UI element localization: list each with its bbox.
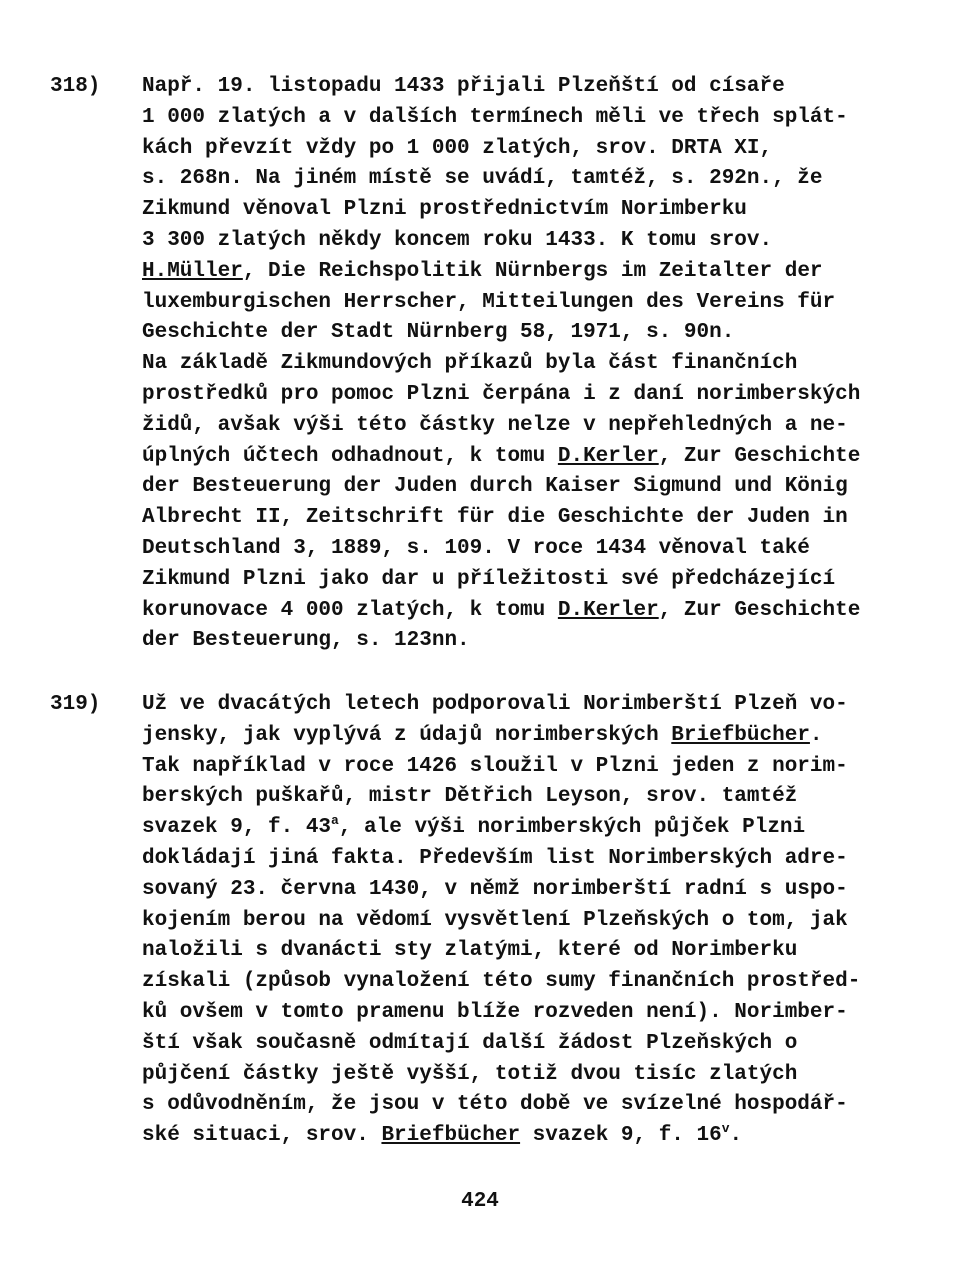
text-line (142, 782, 797, 812)
text-segment: půjčení částky ještě vyšší, totiž dvou tisíc zlatých (142, 1062, 798, 1086)
superscript: a (331, 813, 339, 829)
text-line (142, 596, 860, 626)
text-line (142, 257, 823, 287)
text-line (142, 534, 810, 564)
text-line (142, 195, 747, 225)
text-segment: luxemburgischen Herrscher, Mitteilungen des Vereins für (142, 290, 836, 314)
text-line (142, 103, 848, 133)
text-segment: svazek 9, f. 16 (520, 1124, 722, 1148)
text-line (142, 411, 848, 441)
text-line (142, 752, 848, 782)
text-segment: . (729, 1124, 743, 1148)
text-segment: 3 300 zlatých někdy koncem roku 1433. K tomu srov. (142, 229, 773, 252)
text-line (142, 380, 860, 410)
text-segment: Zikmund Plzni jako dar u příležitosti své předcházející (142, 567, 836, 591)
text-segment: Zikmund věnoval Plzni prostřednictvím Norimberku (142, 198, 747, 222)
underlined-reference: Briefbücher (671, 723, 810, 747)
text-line (142, 1060, 797, 1090)
footnote-number: 318) (50, 75, 101, 98)
text-segment: , Die Reichspolitik Nürnbergs im Zeitalter der (242, 259, 823, 283)
text-segment: prostředků pro pomoc Plzni čerpána i z daní norimberských (142, 383, 861, 406)
text-segment: naložili s dvanácti sty zlatými, které od Norimberku (142, 939, 798, 963)
text-line (142, 1090, 848, 1120)
text-line (142, 565, 835, 595)
text-segment: Geschichte der Stadt Nürnberg 58, 1971, s. 90n. (142, 321, 735, 345)
text-line (142, 442, 860, 472)
text-segment: kách převzít vždy po 1 000 zlatých, srov. DRTA XI, (142, 136, 773, 160)
text-line (142, 690, 848, 720)
text-segment: s. 268n. Na jiném místě se uvádí, tamtéž, s. 292n., že (142, 167, 823, 191)
text-segment: s odůvodněním, že jsou v této době ve svízelné hospodář- (142, 1093, 848, 1117)
text-line (142, 844, 848, 874)
text-line (142, 1029, 797, 1059)
text-segment: jensky, jak vyplývá z údajů norimberských (142, 723, 672, 747)
text-segment: 1 000 zlatých a v dalších termínech měli ve třech splát- (142, 105, 848, 129)
text-line (142, 134, 772, 164)
text-segment: . (809, 723, 823, 747)
text-segment: židů, avšak výši této částky nelze v nepřehledných a ne- (142, 413, 848, 437)
text-line (142, 813, 805, 843)
text-segment: , Zur Geschichte (658, 598, 861, 622)
underlined-reference: Briefbücher (381, 1124, 521, 1148)
text-line (142, 998, 848, 1028)
text-segment: ští však současně odmítají další žádost Plzeňských o (142, 1031, 798, 1055)
text-segment: , ale výši norimberských půjček Plzni (338, 816, 806, 840)
text-segment: , Zur Geschichte (658, 444, 861, 468)
text-segment: Deutschland 3, 1889, s. 109. V roce 1434 věnoval také (142, 537, 810, 560)
text-segment: kojením berou na vědomí vysvětlení Plzeňských o tom, jak (142, 908, 848, 932)
text-segment: Na základě Zikmundových příkazů byla část finančních (142, 352, 798, 376)
text-line (142, 936, 797, 966)
text-line (142, 72, 785, 102)
text-line (142, 721, 823, 751)
text-line (142, 226, 772, 256)
text-segment: sovaný 23. června 1430, v němž norimberští radní s uspo- (142, 877, 848, 901)
text-line (142, 472, 848, 502)
text-segment: svazek 9, f. 43 (142, 816, 332, 840)
text-segment: Např. 19. listopadu 1433 přijali Plzeňští od císaře (142, 75, 785, 98)
text-segment: dokládají jiná fakta. Především list Norimberských adre- (142, 847, 848, 870)
text-segment: ské situaci, srov. (142, 1124, 382, 1148)
text-segment: der Besteuerung, s. 123nn. (142, 629, 470, 653)
text-segment: úplných účtech odhadnout, k tomu (142, 444, 558, 468)
text-segment: berských puškařů, mistr Dětřich Leyson, srov. tamtéž (142, 785, 798, 809)
text-segment: Tak například v roce 1426 sloužil v Plzni jeden z norim- (142, 754, 848, 778)
text-segment: korunovace 4 000 zlatých, k tomu (142, 598, 558, 622)
text-segment: ků ovšem v tomto pramenu blíže rozveden není). Norimber- (142, 1001, 848, 1024)
text-segment: der Besteuerung der Juden durch Kaiser Sigmund und König (142, 475, 848, 499)
text-line (142, 626, 470, 656)
underlined-reference: D.Kerler (557, 444, 659, 468)
text-line (142, 906, 848, 936)
footnote-number: 319) (50, 693, 101, 716)
text-line (142, 318, 734, 348)
page-number: 424 (461, 1190, 499, 1213)
text-segment: Albrecht II, Zeitschrift für die Geschichte der Juden in (142, 506, 848, 530)
text-line (142, 967, 860, 997)
text-segment: Už ve dvacátých letech podporovali Norimberští Plzeň vo- (142, 693, 848, 716)
text-line (142, 503, 848, 533)
text-line (142, 164, 823, 194)
text-line (142, 349, 797, 379)
text-line (142, 288, 835, 318)
text-line (142, 875, 848, 905)
text-line (142, 1121, 742, 1151)
underlined-reference: D.Kerler (557, 598, 659, 622)
underlined-reference: H.Müller (142, 259, 243, 283)
text-segment: získali (způsob vynaložení této sumy finančních prostřed- (142, 970, 861, 994)
superscript: v (721, 1121, 730, 1137)
